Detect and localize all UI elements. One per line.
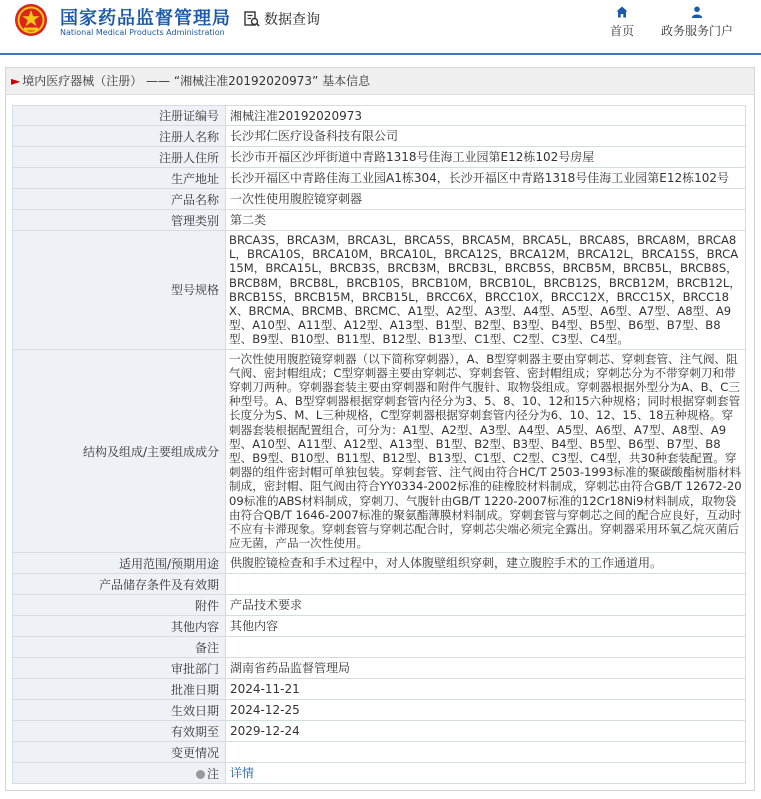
national-emblem-icon — [14, 3, 48, 37]
table-row — [13, 637, 746, 658]
row-label: 生效日期 — [13, 700, 226, 721]
nav-home[interactable] — [608, 6, 636, 39]
row-value — [226, 637, 746, 658]
table-row — [13, 721, 746, 742]
nav-service-portal[interactable] — [660, 6, 734, 39]
row-value: 2024-12-25 — [226, 700, 746, 721]
row-label: 附件 — [13, 595, 226, 616]
row-value: 湘械注准20192020973 — [226, 106, 746, 126]
row-value: 长沙开福区中青路佳海工业园A1栋304，长沙开福区中青路1318号佳海工业园第E12栋102号 — [226, 168, 746, 189]
row-label: 审批部门 — [13, 658, 226, 679]
table-row-note — [13, 763, 746, 784]
row-value: 一次性使用腹腔镜穿刺器 — [226, 189, 746, 210]
row-label: 注册人名称 — [13, 126, 226, 147]
row-label: 结构及组成/主要组成成分 — [13, 349, 226, 553]
note-value-cell — [226, 763, 746, 784]
row-label: 型号规格 — [13, 231, 226, 350]
nav-portal-label: 政务服务门户 — [660, 24, 733, 38]
breadcrumb-text: 境内医疗器械（注册） —— “湘械注准20192020973” 基本信息 — [22, 74, 371, 88]
row-label: 批准日期 — [13, 679, 226, 700]
row-value: 湖南省药品监督管理局 — [226, 658, 746, 679]
row-value: 长沙邦仁医疗设备科技有限公司 — [226, 126, 746, 147]
section-title: 数据查询 — [264, 12, 320, 28]
table-row — [13, 168, 746, 189]
table-row — [13, 210, 746, 231]
site-header — [0, 0, 761, 52]
breadcrumb-arrow-icon: ► — [11, 74, 21, 88]
lightbulb-icon — [196, 770, 205, 779]
data-query-icon — [244, 11, 260, 27]
table-row — [13, 553, 746, 574]
record-card — [5, 67, 755, 791]
row-label: 其他内容 — [13, 616, 226, 637]
site-title: 国家药品监督管理局 — [60, 8, 231, 29]
table-row — [13, 700, 746, 721]
composition-value: 一次性使用腹腔镜穿刺器（以下简称穿刺器），A、B型穿刺器主要由穿刺芯、穿刺套管、注气阀、阻气阀、密封帽组成；C型穿刺器主要由穿刺芯、穿刺套管、密封帽组成；穿刺芯分为不带穿刺刀和带穿刺刀两种。穿刺器套装主要由穿刺器和附件气腹针、取物袋组成。穿刺器根据外型分为A、B、C三种型号。A、B型穿刺器根据穿刺套管内径分为3、5、8、10、12和15六种规格；同时根据穿刺套管长度分为S、M、L三种规格，C型穿刺器根据穿刺套管内径分为6、10、12、15、18五种规格。穿刺器套装根据配置组合，可分为：A1型、A2型、A3型、A4型、A5型、A6型、A7型、A8型、A9型、A10型、A11型、A12型、A13型、B1型、B2型、B3型、B4型、B5型、B6型、B7型、B8型、B9型、B10型、B11型、B12型、B13型、C1型、C2型、C3型、C4型，共30种套装配置。穿刺器的组件密封帽可单独包装。穿刺套管、注气阀由符合HC/T 2503-1993标准的聚碳酸酯树脂材料制成，密封帽、阻气阀由符合YY0334-2002标准的硅橡胶材料制成，穿刺芯由符合GB/T 12672-2009标准的ABS材料制成，穿刺刀、气腹针由GB/T 1220-2007标准的12Cr18Ni9材料制成，取物袋由符合QB/T 1646-2007标准的聚氨酯薄膜材料制成。穿刺套管与穿刺芯之间的配合应良好，互动时不应有卡滞现象。穿刺套管与穿刺芯配合时，穿刺芯尖端必须完全露出。穿刺器采用环氧乙烷灭菌后应无菌，产品一次性使用。 — [226, 349, 746, 553]
row-value: 长沙市开福区沙坪街道中青路1318号佳海工业园第E12栋102号房屋 — [226, 147, 746, 168]
note-label-cell — [13, 763, 226, 784]
nav-home-label: 首页 — [609, 24, 634, 38]
row-label: 管理类别 — [13, 210, 226, 231]
row-label: 产品储存条件及有效期 — [13, 574, 226, 595]
note-label: 注 — [206, 766, 219, 781]
row-label: 注册人住所 — [13, 147, 226, 168]
table-row — [13, 742, 746, 763]
row-value: 第二类 — [226, 210, 746, 231]
table-row — [13, 658, 746, 679]
row-value: 2029-12-24 — [226, 721, 746, 742]
row-value: 其他内容 — [226, 616, 746, 637]
record-table — [12, 105, 746, 784]
breadcrumb — [6, 68, 754, 95]
table-row — [13, 106, 746, 126]
model-spec-value: BRCA3S，BRCA3M，BRCA3L，BRCA5S，BRCA5M，BRCA5L，BRCA8S，BRCA8M，BRCA8L，BRCA10S，BRCA10M，BRCA10L，BRCA12S，BRCA12M，BRCA12L，BRCA15S，BRCA15M，BRCA15L，BRCB3S，BRCB3M，BRCB3L，BRCB5S，BRCB5M，BRCB5L，BRCB8S，BRCB8M，BRCB8L，BRCB10S，BRCB10M，BRCB10L，BRCB12S，BRCB12M，BRCB12L，BRCB15S，BRCB15M，BRCB15L，BRCC6X，BRCC10X，BRCC12X，BRCC15X，BRCC18X、BRCMA、BRCMB、BRCMC、A1型、A2型、A3型、A4型、A5型、A6型、A7型、A8型、A9型、A10型、A11型、A12型、A13型、B1型、B2型、B3型、B4型、B5型、B6型、B7型、B8型、B9型、B10型、B11型、B12型、B13型、C1型、C2型、C3型、C4型。 — [226, 231, 746, 350]
table-row — [13, 595, 746, 616]
table-row — [13, 679, 746, 700]
row-label: 产品名称 — [13, 189, 226, 210]
row-label: 有效期至 — [13, 721, 226, 742]
row-label: 生产地址 — [13, 168, 226, 189]
row-label: 适用范围/预期用途 — [13, 553, 226, 574]
site-subtitle: National Medical Products Administration — [60, 28, 225, 37]
row-label: 备注 — [13, 637, 226, 658]
row-label: 注册证编号 — [13, 106, 226, 126]
row-label: 变更情况 — [13, 742, 226, 763]
table-row — [13, 147, 746, 168]
row-value — [226, 742, 746, 763]
row-value — [226, 574, 746, 595]
table-row — [13, 574, 746, 595]
table-row — [13, 189, 746, 210]
user-icon — [691, 6, 703, 18]
row-value: 供腹腔镜检查和手术过程中，对人体腹壁组织穿刺，建立腹腔手术的工作通道用。 — [226, 553, 746, 574]
details-link[interactable]: 详情 — [230, 766, 255, 781]
table-row — [13, 231, 746, 350]
table-row — [13, 126, 746, 147]
row-value: 2024-11-21 — [226, 679, 746, 700]
table-row — [13, 616, 746, 637]
table-row — [13, 349, 746, 553]
home-icon — [616, 6, 628, 18]
row-value: 产品技术要求 — [226, 595, 746, 616]
header-divider — [0, 53, 761, 55]
